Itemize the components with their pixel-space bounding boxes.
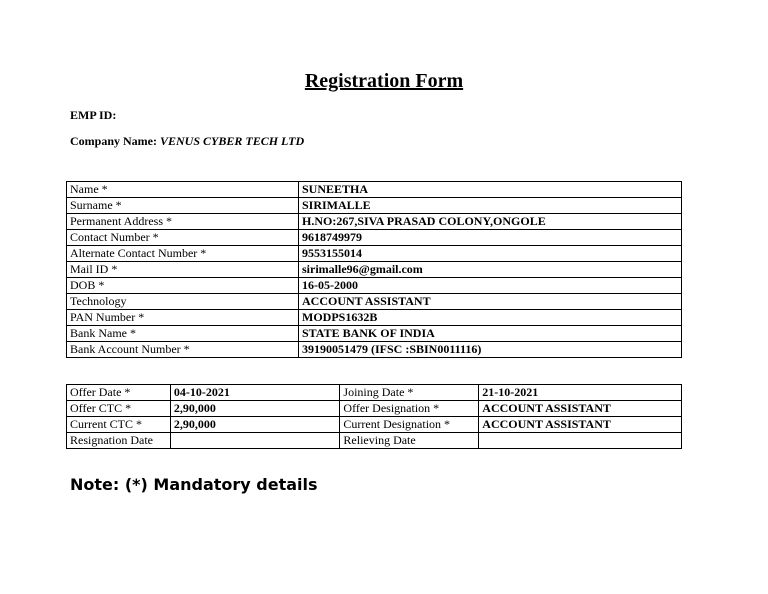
field-value: 39190051479 (IFSC :SBIN0011116) <box>299 342 682 358</box>
table-row <box>67 342 682 358</box>
field-label: Bank Name * <box>67 326 299 342</box>
field-value: 21-10-2021 <box>479 385 682 401</box>
field-value: 9618749979 <box>299 230 682 246</box>
field-label: Name * <box>67 182 299 198</box>
company-name-row <box>70 134 304 149</box>
table-row <box>67 246 682 262</box>
field-value: MODPS1632B <box>299 310 682 326</box>
form-title: Registration Form <box>304 70 464 92</box>
field-label: Bank Account Number * <box>67 342 299 358</box>
table-row <box>67 401 682 417</box>
field-label: Relieving Date <box>340 433 479 449</box>
personal-details-table <box>66 181 682 358</box>
table-row <box>67 417 682 433</box>
company-name-label: Company Name: <box>70 134 157 148</box>
field-label: PAN Number * <box>67 310 299 326</box>
field-value: 16-05-2000 <box>299 278 682 294</box>
table-row <box>67 294 682 310</box>
field-label: Technology <box>67 294 299 310</box>
field-value: 04-10-2021 <box>170 385 339 401</box>
field-value: SUNEETHA <box>299 182 682 198</box>
field-value <box>479 433 682 449</box>
table-row <box>67 230 682 246</box>
table-row <box>67 433 682 449</box>
table-row <box>67 310 682 326</box>
field-label: Resignation Date <box>67 433 171 449</box>
field-value: STATE BANK OF INDIA <box>299 326 682 342</box>
table-row <box>67 198 682 214</box>
field-value: 9553155014 <box>299 246 682 262</box>
table-row <box>67 278 682 294</box>
table-row <box>67 262 682 278</box>
field-label: DOB * <box>67 278 299 294</box>
field-label: Surname * <box>67 198 299 214</box>
company-name-value: VENUS CYBER TECH LTD <box>160 134 305 148</box>
field-label: Contact Number * <box>67 230 299 246</box>
field-label: Offer Designation * <box>340 401 479 417</box>
field-label: Alternate Contact Number * <box>67 246 299 262</box>
field-value: ACCOUNT ASSISTANT <box>299 294 682 310</box>
field-label: Current CTC * <box>67 417 171 433</box>
emp-id-label: EMP ID: <box>70 108 117 122</box>
field-label: Permanent Address * <box>67 214 299 230</box>
field-value: H.NO:267,SIVA PRASAD COLONY,ONGOLE <box>299 214 682 230</box>
field-value: 2,90,000 <box>170 417 339 433</box>
field-label: Joining Date * <box>340 385 479 401</box>
table-row <box>67 182 682 198</box>
emp-id-row <box>70 108 116 123</box>
field-label: Offer CTC * <box>67 401 171 417</box>
field-label: Offer Date * <box>67 385 171 401</box>
field-value: ACCOUNT ASSISTANT <box>479 401 682 417</box>
table-row <box>67 326 682 342</box>
field-label: Mail ID * <box>67 262 299 278</box>
table-row <box>67 385 682 401</box>
field-value: sirimalle96@gmail.com <box>299 262 682 278</box>
table-row <box>67 214 682 230</box>
field-value <box>170 433 339 449</box>
field-label: Current Designation * <box>340 417 479 433</box>
field-value: SIRIMALLE <box>299 198 682 214</box>
field-value: ACCOUNT ASSISTANT <box>479 417 682 433</box>
field-value: 2,90,000 <box>170 401 339 417</box>
offer-details-table <box>66 384 682 449</box>
mandatory-note: Note: (*) Mandatory details <box>70 475 318 494</box>
